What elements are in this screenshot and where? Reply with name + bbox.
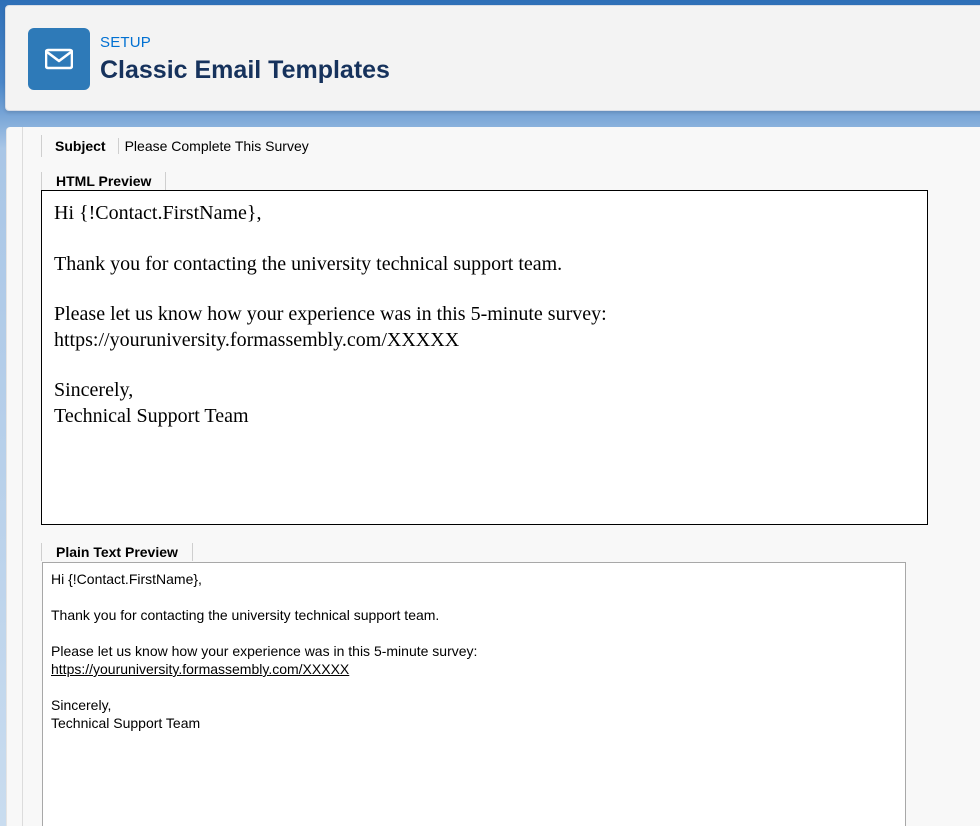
plain-line-thanks: Thank you for contacting the university technical support team. — [51, 607, 440, 623]
html-line-signature: Technical Support Team — [54, 404, 249, 427]
html-line-signoff: Sincerely, — [54, 379, 134, 401]
plain-preview-box — [42, 562, 906, 826]
survey-link[interactable]: https://youruniversity.formassembly.com/XXXXX — [51, 661, 350, 677]
plain-line-signoff: Sincerely, — [51, 697, 112, 713]
subject-value: Please Complete This Survey — [124, 138, 309, 154]
page-header — [5, 5, 980, 111]
subject-label: Subject — [42, 138, 119, 154]
plain-line-survey-request: Please let us know how your experience was in this 5-minute survey: — [51, 643, 478, 659]
plain-line-signature: Technical Support Team — [51, 715, 201, 731]
header-eyebrow: SETUP — [100, 34, 152, 51]
html-preview-label: HTML Preview — [41, 172, 166, 190]
plain-line-greeting: Hi {!Contact.FirstName}, — [51, 571, 202, 587]
email-icon — [28, 28, 90, 90]
subject-row — [41, 135, 309, 157]
html-line-greeting: Hi {!Contact.FirstName}, — [54, 202, 262, 224]
plain-preview-label: Plain Text Preview — [41, 543, 193, 561]
template-detail-panel — [6, 127, 980, 826]
page-title: Classic Email Templates — [100, 56, 390, 84]
html-line-thanks: Thank you for contacting the university technical support team. — [54, 252, 563, 275]
html-preview-box — [41, 190, 928, 525]
panel-divider — [22, 127, 23, 826]
html-line-survey-url: https://youruniversity.formassembly.com/XXXXX — [54, 328, 460, 351]
html-line-survey-request: Please let us know how your experience was in this 5-minute survey: — [54, 303, 607, 325]
